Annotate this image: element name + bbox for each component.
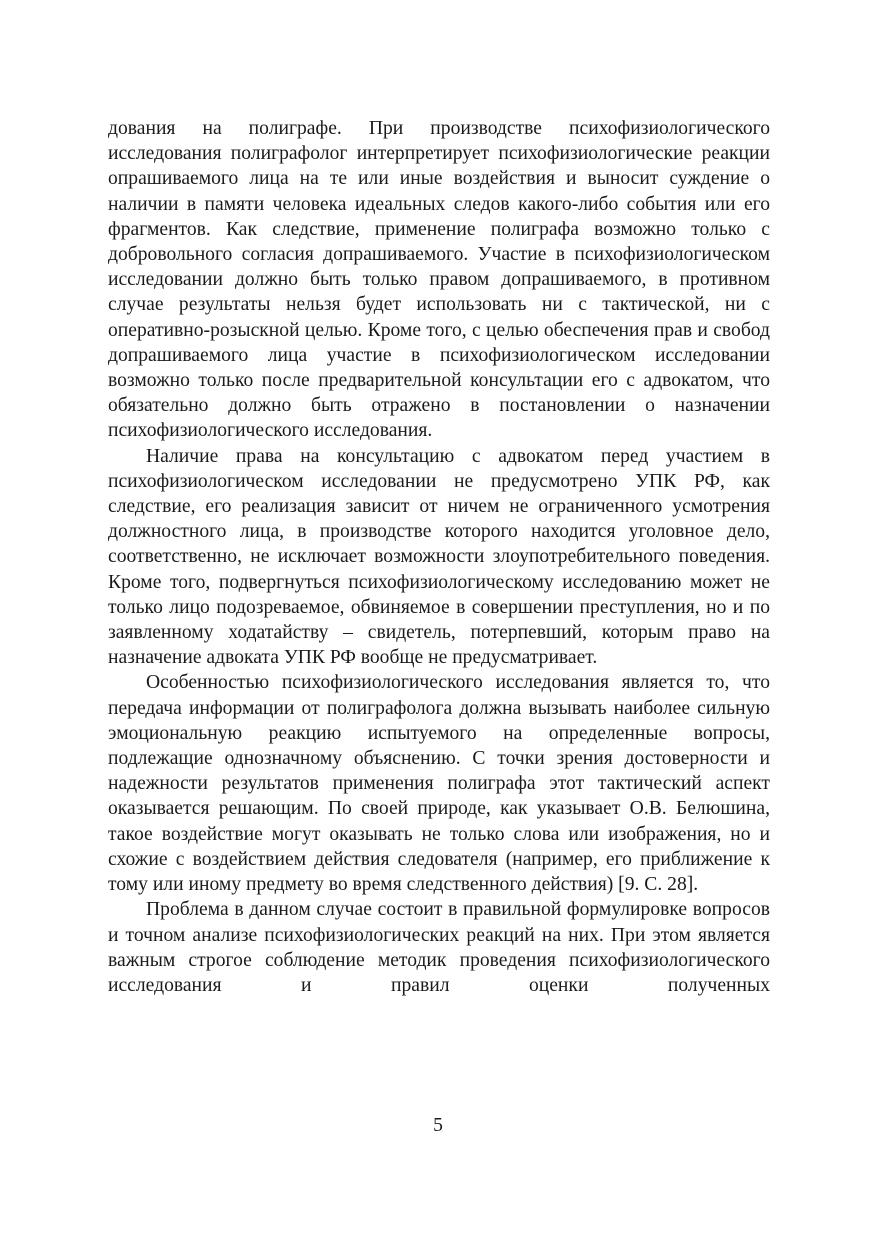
paragraph-2: Наличие права на консультацию с адвокатом перед участием в психофизиологическом исследовании не предусмотрено УПК РФ, как следствие, его реализация зависит от ничем не ограниченного усмотрения должностного лица, в производстве которого находится уголовное дело, соответственно, не исключает возможности злоупотребительного поведения. Кроме того, подвергнуться психофизиологическому исследованию может не только лицо подозреваемое, обвиняемое в совершении преступления, но и по заявленному ходатайству – свидетель, потерпевший, которым право на назначение адвоката УПК РФ вообще не предусматривает. bbox=[108, 445, 770, 669]
page-number: 5 bbox=[433, 1115, 443, 1136]
paragraph-4: Проблема в данном случае состоит в правильной формулировке вопросов и точном анализе психофизиологических реакций на них. При этом является важным строгое соблюдение методик проведения психофизиологического исследования и правил оценки полученных bbox=[108, 899, 770, 996]
page-body bbox=[108, 116, 770, 998]
paragraph-1: дования на полиграфе. При производстве психофизиологического исследования полиграфолог интерпретирует психофизиологические реакции опрашиваемого лица на те или иные воздействия и выносит суждение о наличии в памяти человека идеальных следов какого-либо события или его фрагментов. Как следствие, применение полиграфа возможно только с добровольного согласия допрашиваемого. Участие в психофизиологическом исследовании должно быть только правом допрашиваемого, в противном случае результаты нельзя будет использовать ни с тактической, ни с оперативно-розыскной целью. Кроме того, с целью обеспечения прав и свобод допрашиваемого лица участие в психофизиологическом исследовании возможно только после предварительной консультации его с адвокатом, что обязательно должно быть отражено в постановлении о назначении психофизиологического исследования. bbox=[108, 118, 770, 442]
paragraph-3: Особенностью психофизиологического исследования является то, что передача информации от полиграфолога должна вызывать наиболее сильную эмоциональную реакцию испытуемого на определенные вопросы, подлежащие однозначному объяснению. С точки зрения достоверности и надежности результатов применения полиграфа этот тактический аспект оказывается решающим. По своей природе, как указывает О.В. Белюшина, такое воздействие могут оказывать не только слова или изображения, но и схожие с воздействием действия следователя (например, его приближение к тому или иному предмету во время следственного действия) [9. С. 28]. bbox=[108, 672, 770, 896]
